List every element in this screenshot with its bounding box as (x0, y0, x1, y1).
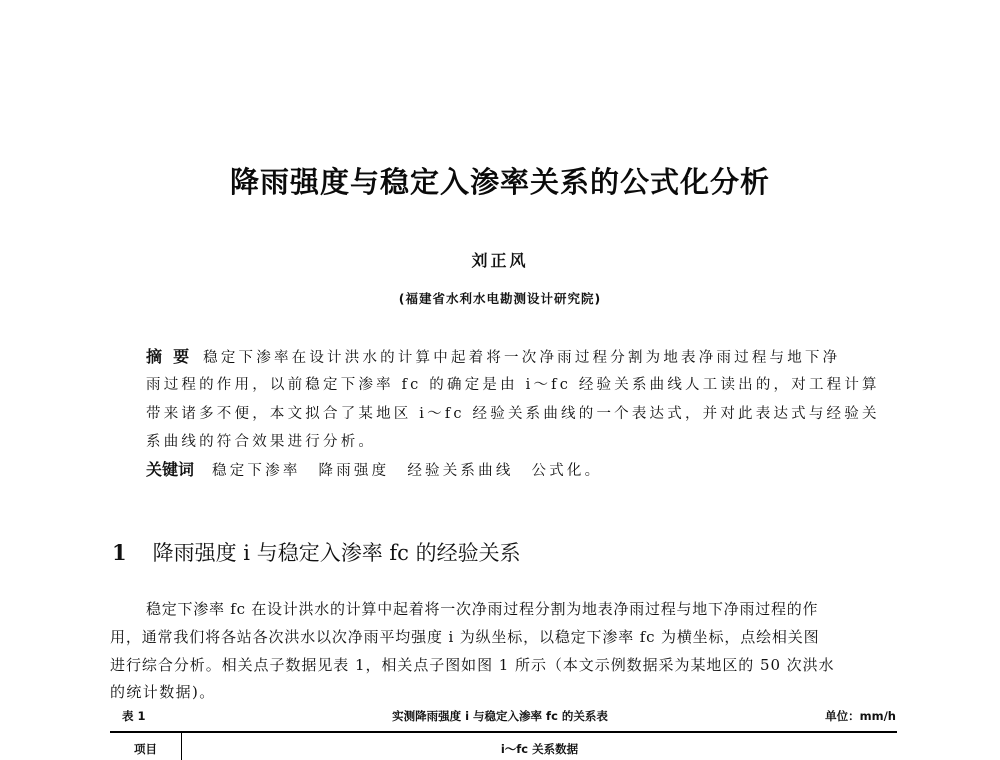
abstract-line: 雨过程的作用，以前稳定下渗率 fc 的确定是由 i～fc 经验关系曲线人工读出的，对工程计算 (146, 377, 880, 393)
keywords (146, 457, 862, 480)
table-caption: 实测降雨强度 i 与稳定入渗率 fc 的关系表 (392, 709, 608, 723)
author-affiliation: (福建省水利水电勘测设计研究院) (398, 291, 602, 306)
table-header-cell: 项目 (134, 742, 157, 756)
table-unit: 单位：mm/h (825, 709, 896, 723)
table-label: 表 1 (122, 709, 146, 723)
abstract-line: 摘 要 稳定下渗率在设计洪水的计算中起着将一次净雨过程分割为地表净雨过程与地下净 (146, 347, 841, 366)
keywords-label: 关键词 (146, 460, 195, 479)
abstract-label: 摘 要 (146, 347, 190, 366)
paragraph-line: 稳定下渗率 fc 在设计洪水的计算中起着将一次净雨过程分割为地表净雨过程与地下净雨过程的作 (146, 600, 819, 618)
section-number: 1 (112, 540, 127, 565)
abstract-line: 系曲线的符合效果进行分析。 (146, 434, 377, 450)
abstract-line: 带来诸多不便，本文拟合了某地区 i～fc 经验关系曲线的一个表达式，并对此表达式与经验关 (146, 406, 880, 422)
paragraph-line: 进行综合分析。相关点子数据见表 1，相关点子图如图 1 所示（本文示例数据采为某地区的 50 次洪水 (110, 656, 835, 674)
author-name: 刘正风 (471, 251, 529, 270)
paragraph-line: 的统计数据)。 (110, 683, 216, 701)
paper-title: 降雨强度与稳定入渗率关系的公式化分析 (229, 165, 770, 199)
section-title: 降雨强度 i 与稳定入渗率 fc 的经验关系 (152, 541, 521, 565)
keyword: 经验关系曲线 (407, 463, 514, 479)
keyword: 公式化。 (531, 463, 603, 479)
keyword: 稳定下渗率 (212, 463, 301, 479)
keyword: 降雨强度 (318, 463, 390, 479)
paragraph-line: 用，通常我们将各站各次洪水以次净雨平均强度 i 为纵坐标，以稳定下渗率 fc 为横坐标，点绘相关图 (110, 628, 820, 646)
table-header-cell: i～fc 关系数据 (500, 742, 579, 756)
section-heading (112, 537, 521, 567)
table-top-rule (110, 731, 897, 733)
